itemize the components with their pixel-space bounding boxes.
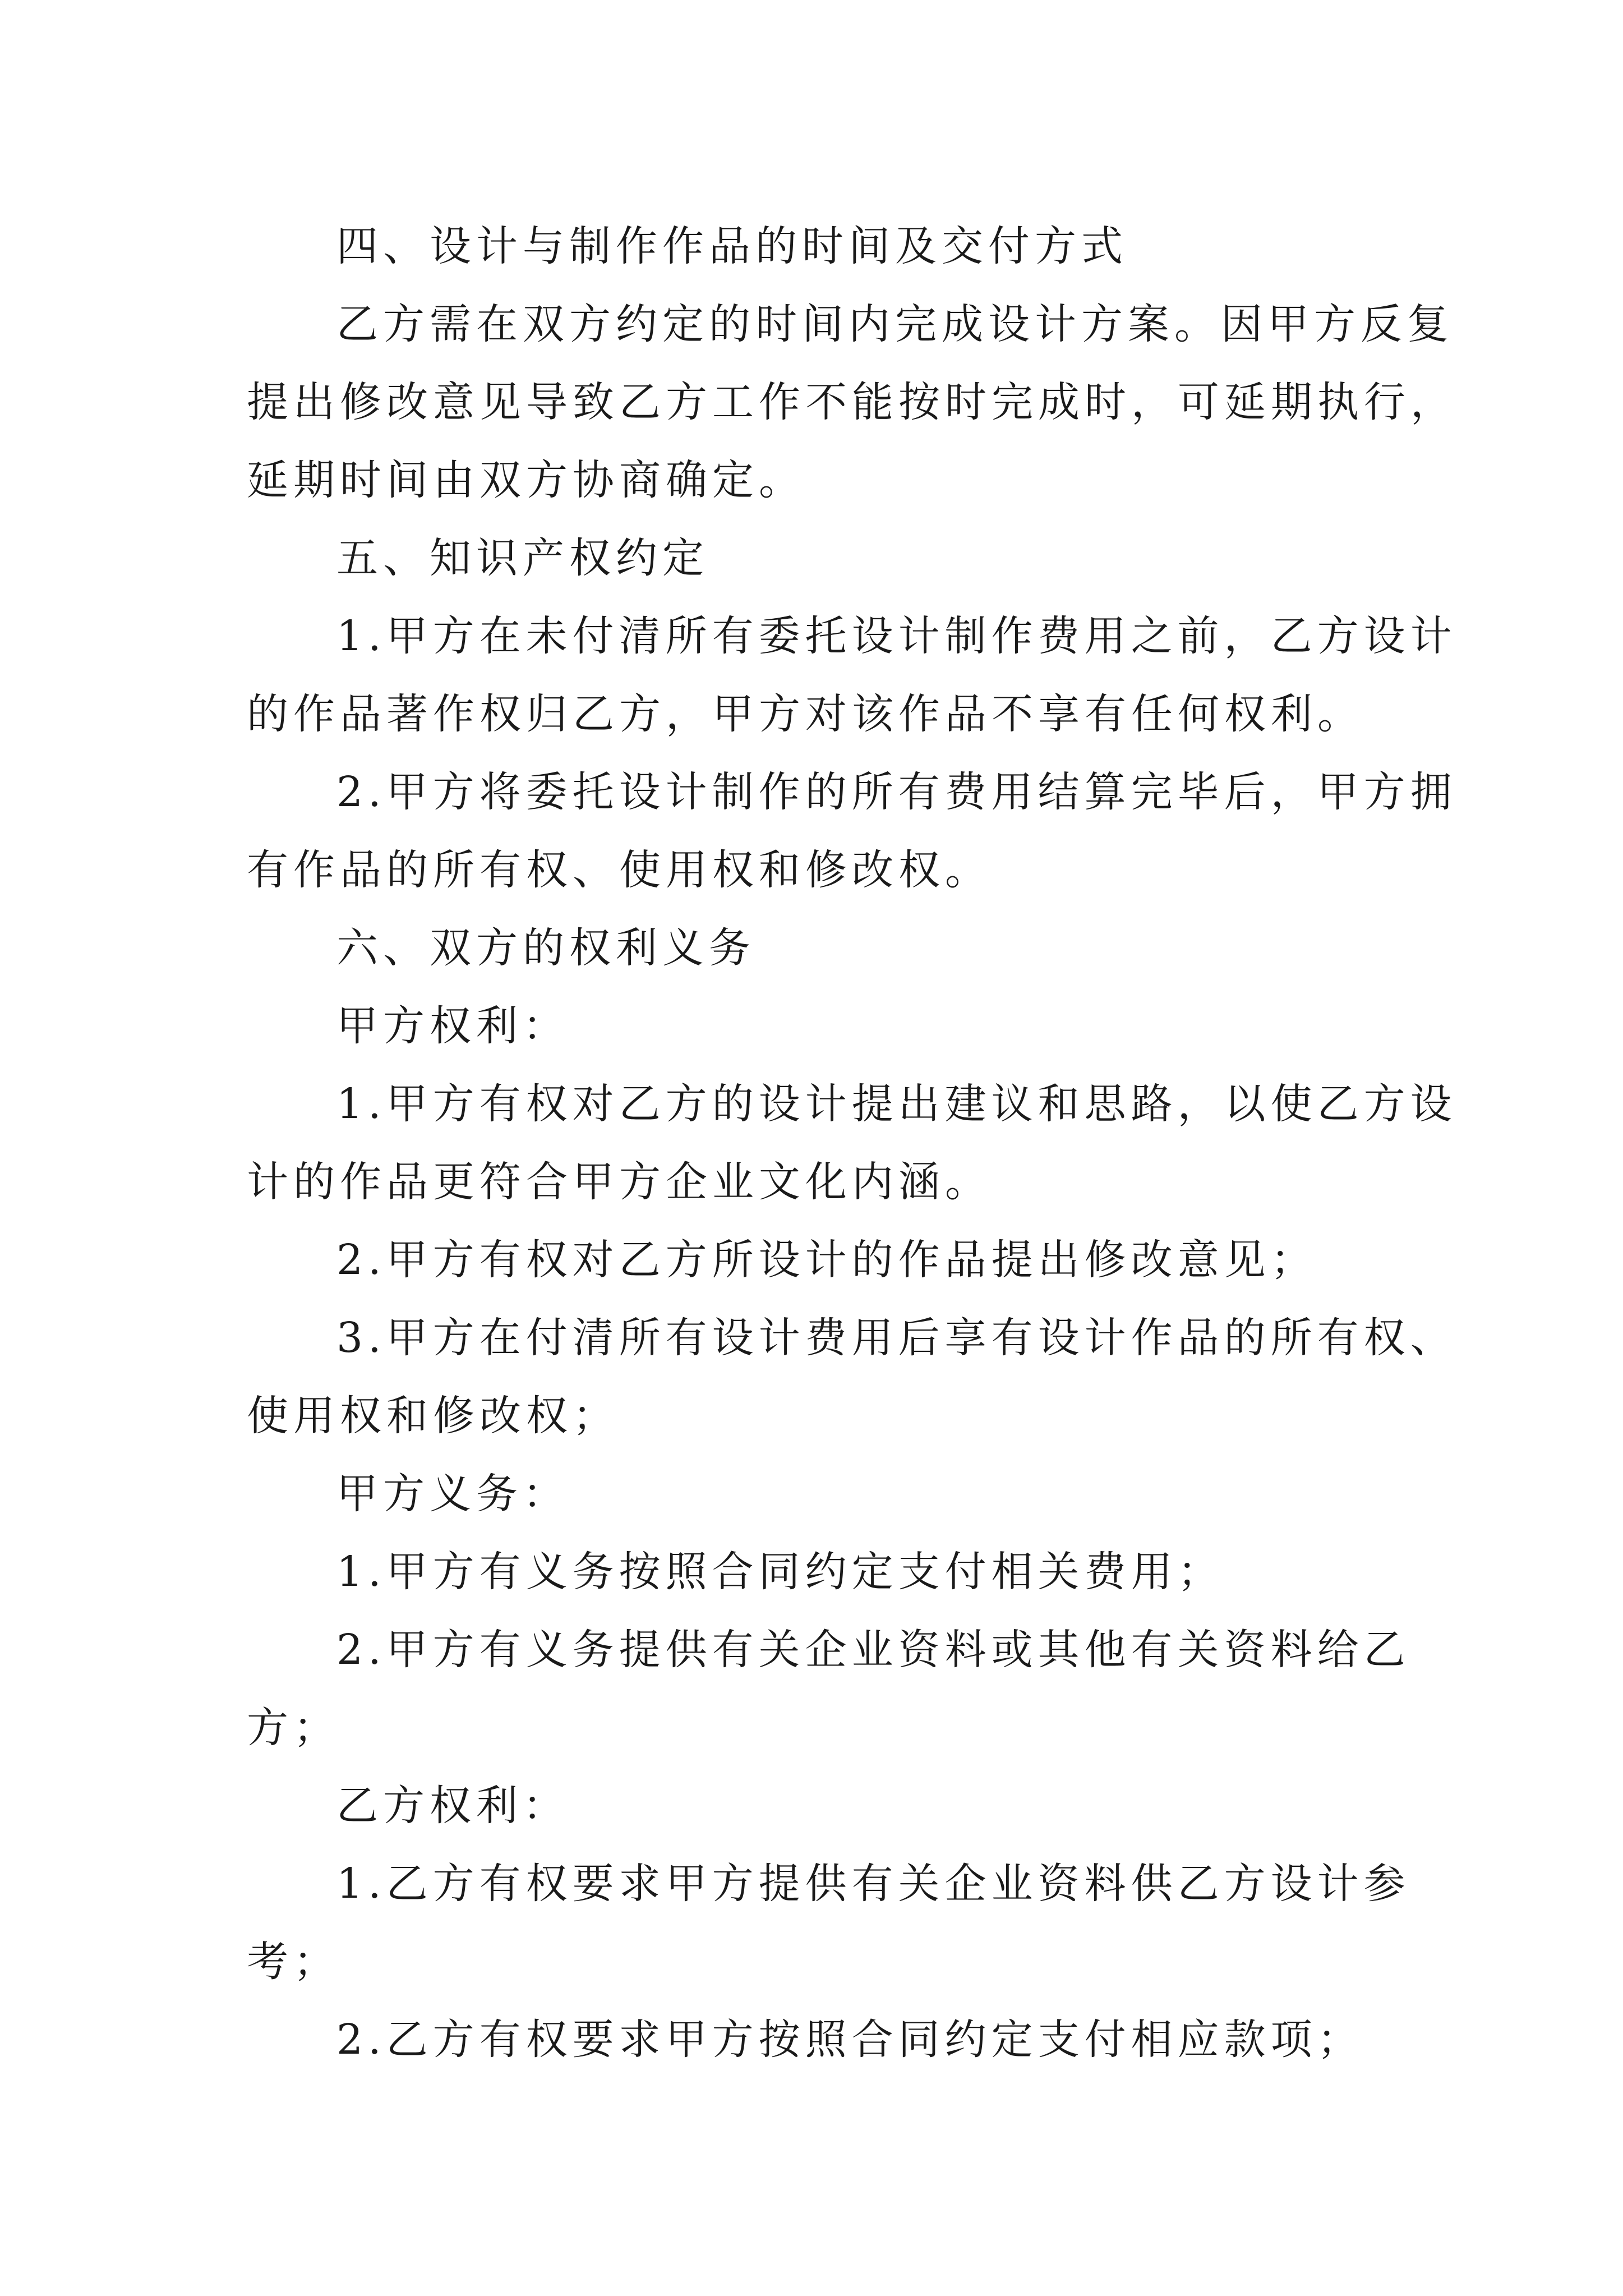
subheading-party-a-rights: 甲方权利： (336, 1002, 569, 1050)
paragraph-line: 延期时间由双方协商确定。 (247, 456, 805, 504)
paragraph-line: 2.甲方有义务提供有关企业资料或其他有关资料给乙 (336, 1626, 1410, 1674)
paragraph-line: 考； (247, 1938, 340, 1986)
section-heading-delivery: 四、设计与制作作品的时间及交付方式 (336, 222, 1128, 270)
paragraph-line: 的作品著作权归乙方，甲方对该作品不享有任何权利。 (247, 690, 1364, 738)
paragraph-line: 使用权和修改权； (247, 1392, 619, 1440)
paragraph-line: 有作品的所有权、使用权和修改权。 (247, 846, 992, 894)
paragraph-line: 提出修改意见导致乙方工作不能按时完成时，可延期执行， (247, 378, 1457, 426)
section-heading-ip: 五、知识产权约定 (336, 534, 709, 582)
subheading-party-b-rights: 乙方权利： (336, 1782, 569, 1830)
paragraph-line: 2.甲方将委托设计制作的所有费用结算完毕后，甲方拥 (336, 768, 1457, 816)
paragraph-line: 1.乙方有权要求甲方提供有关企业资料供乙方设计参 (336, 1860, 1410, 1908)
paragraph-line: 乙方需在双方约定的时间内完成设计方案。因甲方反复 (336, 300, 1454, 348)
paragraph-line: 1.甲方在未付清所有委托设计制作费用之前，乙方设计 (336, 612, 1457, 660)
paragraph-line: 计的作品更符合甲方企业文化内涵。 (247, 1158, 992, 1206)
paragraph-line: 2.甲方有权对乙方所设计的作品提出修改意见； (336, 1236, 1317, 1284)
document-body (247, 208, 1457, 2079)
paragraph-line: 1.甲方有义务按照合同约定支付相关费用； (336, 1548, 1224, 1596)
paragraph-line: 1.甲方有权对乙方的设计提出建议和思路，以使乙方设 (336, 1080, 1457, 1128)
paragraph-line: 3.甲方在付清所有设计费用后享有设计作品的所有权、 (336, 1314, 1457, 1362)
paragraph-line: 方； (247, 1704, 340, 1752)
paragraph-line: 2.乙方有权要求甲方按照合同约定支付相应款项； (336, 2016, 1364, 2064)
subheading-party-a-obligations: 甲方义务： (336, 1470, 569, 1518)
section-heading-rights: 六、双方的权利义务 (336, 924, 755, 972)
